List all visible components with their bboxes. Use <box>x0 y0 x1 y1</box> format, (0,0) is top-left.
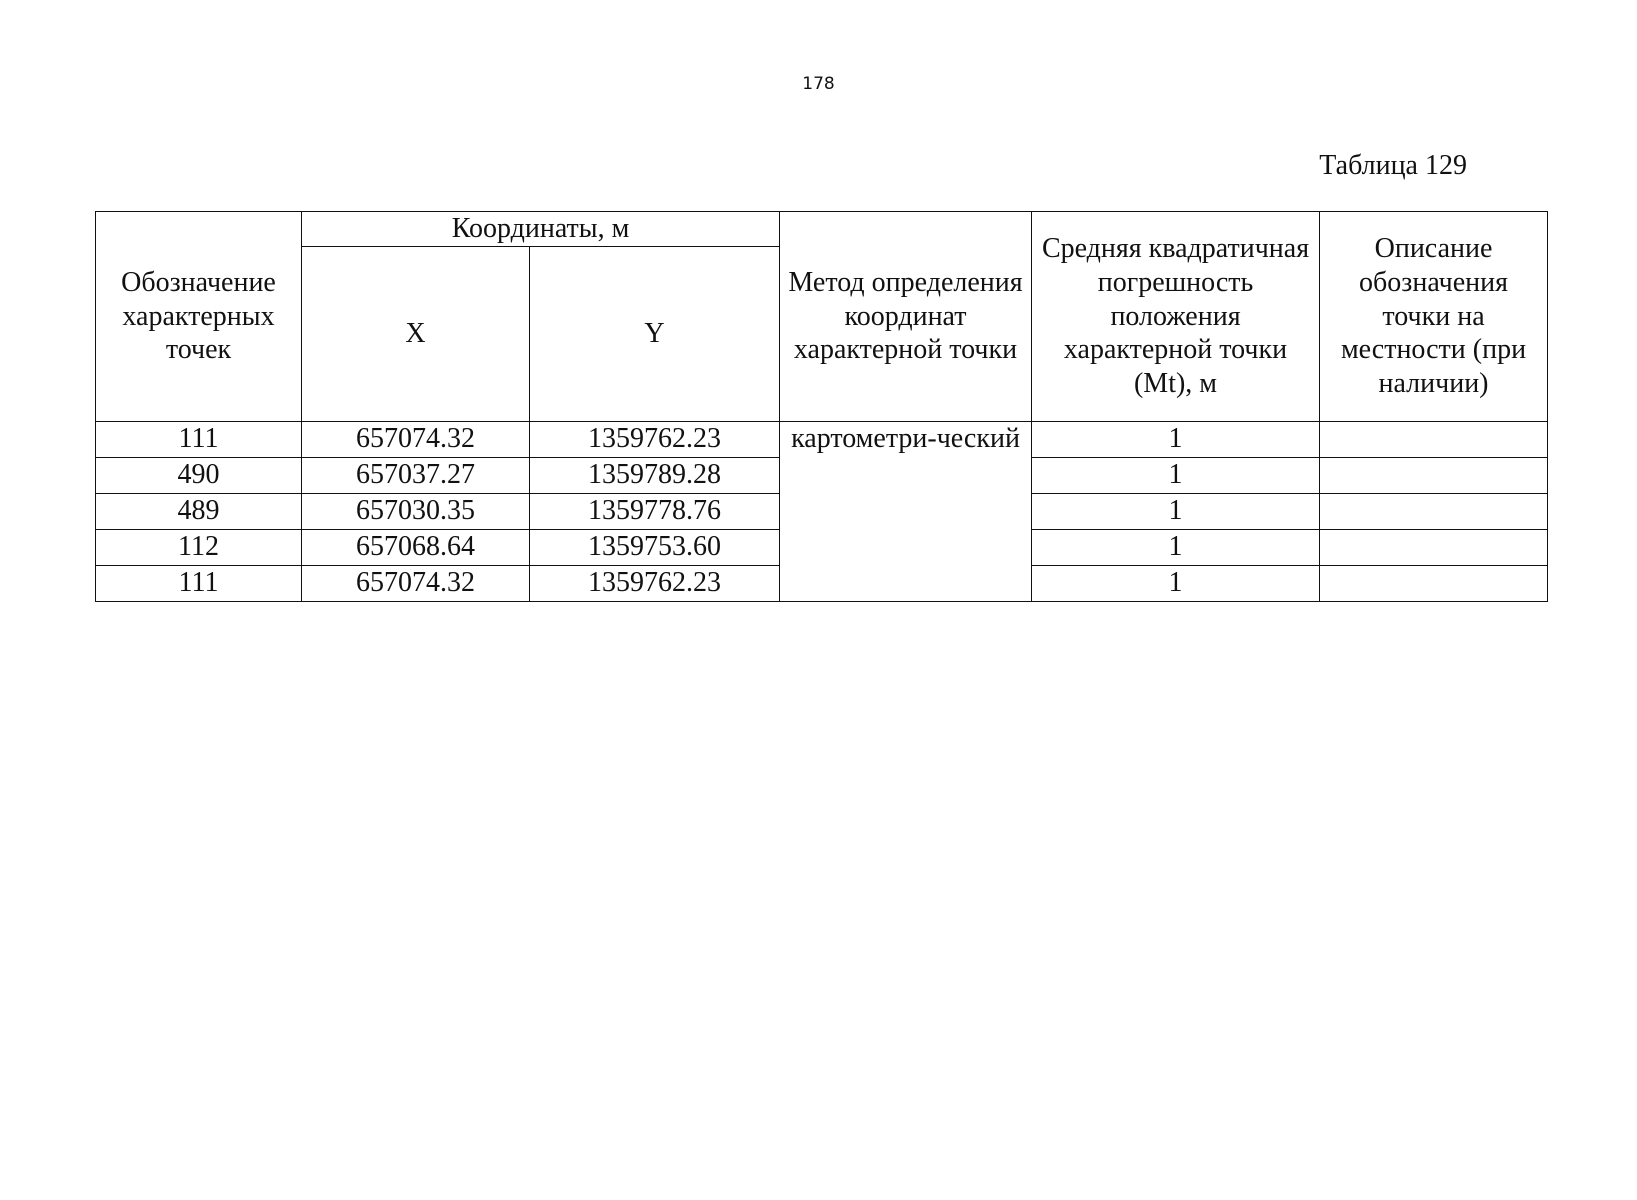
cell-x: 657074.32 <box>302 565 530 601</box>
cell-x: 657037.27 <box>302 457 530 493</box>
cell-point-id: 112 <box>96 529 302 565</box>
coordinates-table <box>95 211 1548 602</box>
header-point-id: Обозначение характерных точек <box>96 212 302 422</box>
cell-description <box>1320 529 1548 565</box>
cell-y: 1359778.76 <box>530 493 780 529</box>
cell-point-id: 111 <box>96 565 302 601</box>
cell-x: 657030.35 <box>302 493 530 529</box>
cell-description <box>1320 421 1548 457</box>
table-row <box>96 421 1548 457</box>
cell-mt: 1 <box>1032 421 1320 457</box>
cell-y: 1359762.23 <box>530 565 780 601</box>
table-body <box>96 421 1548 601</box>
header-method: Метод определения координат характерной точки <box>780 212 1032 422</box>
cell-x: 657074.32 <box>302 421 530 457</box>
table-caption: Таблица 129 <box>1319 150 1467 181</box>
cell-point-id: 111 <box>96 421 302 457</box>
cell-point-id: 490 <box>96 457 302 493</box>
cell-point-id: 489 <box>96 493 302 529</box>
cell-mt: 1 <box>1032 457 1320 493</box>
header-description: Описание обозначения точки на местности (при наличии) <box>1320 212 1548 422</box>
cell-description <box>1320 493 1548 529</box>
cell-method: картометри-ческий <box>780 421 1032 601</box>
header-y: Y <box>530 246 780 421</box>
cell-mt: 1 <box>1032 529 1320 565</box>
cell-mt: 1 <box>1032 565 1320 601</box>
header-coordinates: Координаты, м <box>302 212 780 247</box>
cell-x: 657068.64 <box>302 529 530 565</box>
page-number: 178 <box>802 74 835 94</box>
cell-y: 1359753.60 <box>530 529 780 565</box>
cell-y: 1359762.23 <box>530 421 780 457</box>
header-mt: Средняя квадратичная погрешность положения характерной точки (Mt), м <box>1032 212 1320 422</box>
cell-mt: 1 <box>1032 493 1320 529</box>
cell-description <box>1320 457 1548 493</box>
header-x: X <box>302 246 530 421</box>
cell-description <box>1320 565 1548 601</box>
cell-y: 1359789.28 <box>530 457 780 493</box>
